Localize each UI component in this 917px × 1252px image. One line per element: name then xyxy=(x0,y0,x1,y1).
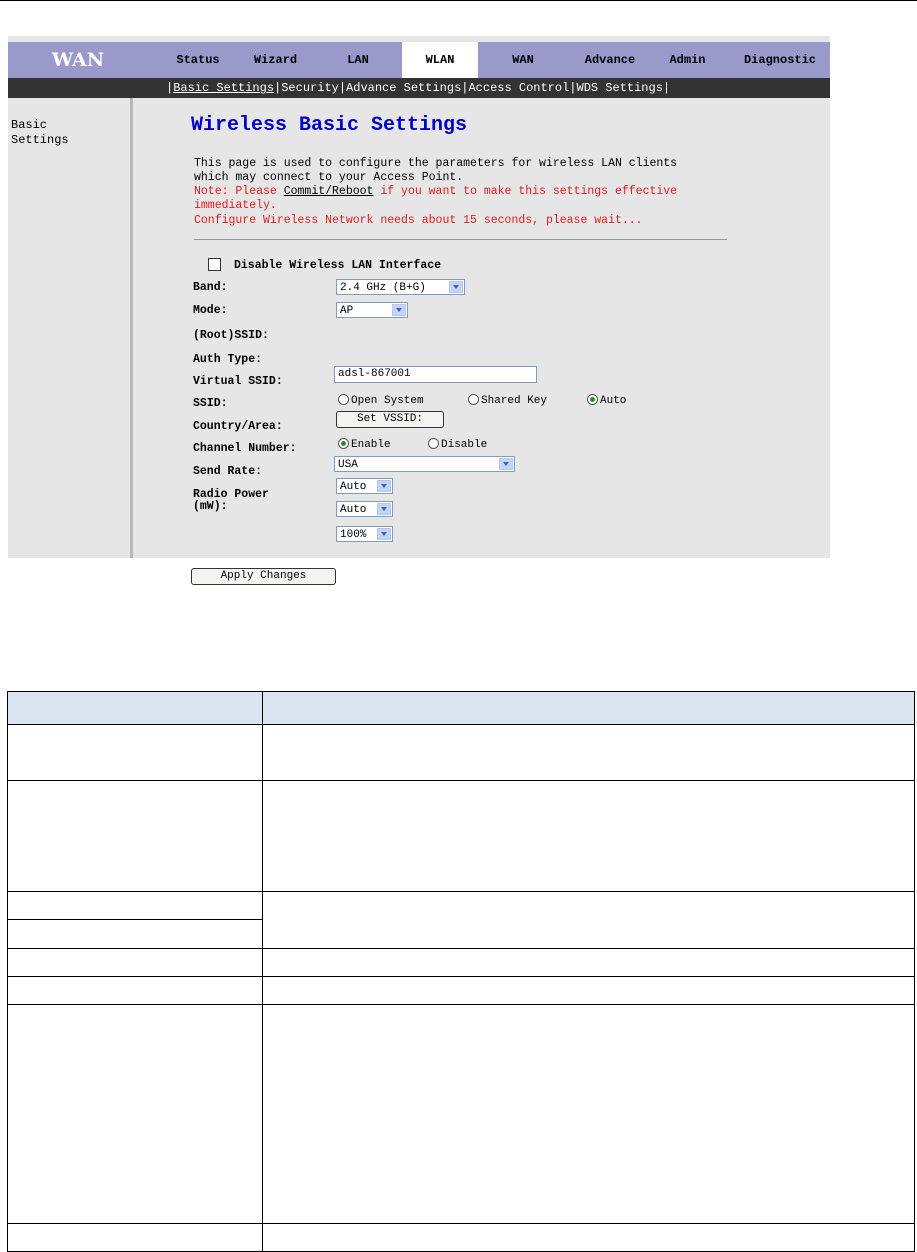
channel-number-select[interactable] xyxy=(336,478,393,494)
country-area-label: Country/Area: xyxy=(193,420,283,433)
table-cell xyxy=(263,1005,915,1224)
subnav-basic-settings[interactable]: Basic Settings xyxy=(173,81,275,95)
radio-power-select[interactable] xyxy=(336,526,393,542)
band-select[interactable] xyxy=(336,279,465,295)
table-cell xyxy=(263,949,915,977)
table-cell xyxy=(8,949,263,977)
subnav-security[interactable]: Security xyxy=(281,81,339,95)
table-cell xyxy=(263,725,915,781)
ssid-disable-radio[interactable] xyxy=(428,438,439,449)
tab-lan[interactable]: LAN xyxy=(347,53,369,67)
table-row xyxy=(8,949,915,977)
auth-open-label: Open System xyxy=(351,395,424,407)
chevron-down-icon xyxy=(377,503,391,515)
ssid-enable-radio[interactable] xyxy=(338,438,349,449)
table-row xyxy=(8,1005,915,1224)
apply-changes-button[interactable]: Apply Changes xyxy=(191,568,336,585)
table-header-cell xyxy=(263,692,915,725)
page-description xyxy=(194,157,744,228)
subnav-links xyxy=(166,78,670,98)
auth-shared-label: Shared Key xyxy=(481,395,548,407)
field-description-table xyxy=(7,691,915,1252)
send-rate-label: Send Rate: xyxy=(193,465,263,478)
table-row xyxy=(8,725,915,781)
subnav-separator: | xyxy=(569,81,577,95)
table-row xyxy=(8,1224,915,1252)
band-label: Band: xyxy=(193,281,228,294)
ssid-broadcast-label: SSID: xyxy=(193,397,228,410)
ssid-input[interactable]: adsl-867001 xyxy=(334,366,537,383)
send-rate-selected-value: Auto xyxy=(340,504,367,516)
sidebar-item-basic-settings[interactable]: Basic Settings xyxy=(11,118,69,147)
disable-wlan-label: Disable Wireless LAN Interface xyxy=(234,259,442,272)
subnav-separator: | xyxy=(461,81,469,95)
tab-wlan[interactable]: WLAN xyxy=(402,42,478,78)
table-header-row xyxy=(8,692,915,725)
table-cell xyxy=(8,1005,263,1224)
divider xyxy=(194,239,727,240)
table-cell xyxy=(8,1224,263,1252)
table-cell xyxy=(263,1224,915,1252)
description-line: This page is used to configure the parameters for wireless LAN clients xyxy=(194,157,678,170)
mode-select[interactable] xyxy=(336,302,408,318)
country-area-select[interactable] xyxy=(334,456,515,472)
tab-advance[interactable]: Advance xyxy=(584,53,636,67)
top-navigation xyxy=(8,42,830,78)
chevron-down-icon xyxy=(449,281,463,293)
channel-number-label: Channel Number: xyxy=(193,442,297,455)
note-line xyxy=(194,185,744,199)
subnav-separator: | xyxy=(662,81,671,95)
root-ssid-label: (Root)SSID: xyxy=(193,329,269,342)
table-cell xyxy=(8,977,263,1005)
nav-title: WAN xyxy=(51,49,105,71)
tab-diagnostic[interactable]: Diagnostic xyxy=(743,53,816,67)
auth-auto-radio[interactable] xyxy=(587,394,598,405)
table-cell xyxy=(8,725,263,781)
chevron-down-icon xyxy=(499,458,513,470)
subnav-wds-settings[interactable]: WDS Settings xyxy=(576,81,663,95)
mode-label: Mode: xyxy=(193,304,228,317)
commit-reboot-link[interactable]: Commit/Reboot xyxy=(283,185,374,198)
router-settings-screenshot xyxy=(8,36,830,582)
chevron-down-icon xyxy=(377,480,391,492)
subnav-separator: | xyxy=(338,81,347,95)
table-cell xyxy=(263,781,915,892)
chevron-down-icon xyxy=(392,304,406,316)
tab-admin[interactable]: Admin xyxy=(669,53,706,67)
radio-power-label xyxy=(193,489,269,513)
radio-power-label-line1: Radio Power xyxy=(193,488,269,501)
auth-open-radio[interactable] xyxy=(338,394,349,405)
ssid-disable-label: Disable xyxy=(441,439,488,451)
sub-navigation xyxy=(8,78,830,98)
table-cell xyxy=(8,920,263,949)
table-cell xyxy=(263,977,915,1005)
table-cell xyxy=(8,781,263,892)
tab-status[interactable]: Status xyxy=(176,53,220,67)
page-top-rule xyxy=(0,0,917,1)
set-vssid-button[interactable]: Set VSSID: xyxy=(336,411,444,428)
note-line-2: immediately. xyxy=(194,199,277,212)
send-rate-select[interactable] xyxy=(336,501,393,517)
subnav-access-control[interactable]: Access Control xyxy=(468,81,570,95)
disable-wlan-checkbox[interactable] xyxy=(208,258,221,271)
virtual-ssid-label: Virtual SSID: xyxy=(193,375,283,388)
wait-note: Configure Wireless Network needs about 15 seconds, please wait... xyxy=(194,214,643,227)
description-line: which may connect to your Access Point. xyxy=(194,171,464,184)
ssid-enable-label: Enable xyxy=(351,439,391,451)
table-row xyxy=(8,977,915,1005)
note-prefix: Note: Please xyxy=(194,185,284,198)
country-selected-value: USA xyxy=(338,459,358,471)
sidebar xyxy=(8,98,133,558)
auth-type-label: Auth Type: xyxy=(193,353,263,366)
table-cell xyxy=(8,892,263,920)
subnav-advance-settings[interactable]: Advance Settings xyxy=(346,81,462,95)
table-cell xyxy=(263,892,915,949)
mode-selected-value: AP xyxy=(340,305,354,317)
chevron-down-icon xyxy=(377,528,391,540)
radio-power-selected-value: 100% xyxy=(340,529,367,541)
page-title: Wireless Basic Settings xyxy=(191,114,468,137)
auth-auto-label: Auto xyxy=(600,395,627,407)
tab-wizard[interactable]: Wizard xyxy=(253,53,298,67)
table-header-cell xyxy=(8,692,263,725)
subnav-separator: | xyxy=(274,81,282,95)
tab-wan[interactable]: WAN xyxy=(512,53,534,67)
channel-selected-value: Auto xyxy=(340,481,367,493)
table-row xyxy=(8,892,915,920)
subnav-separator: | xyxy=(166,81,174,95)
auth-shared-radio[interactable] xyxy=(468,394,479,405)
table-row xyxy=(8,781,915,892)
band-selected-value: 2.4 GHz (B+G) xyxy=(340,282,426,294)
radio-power-label-line2: (mW): xyxy=(193,500,228,513)
note-suffix: if you want to make this settings effective xyxy=(373,185,678,198)
